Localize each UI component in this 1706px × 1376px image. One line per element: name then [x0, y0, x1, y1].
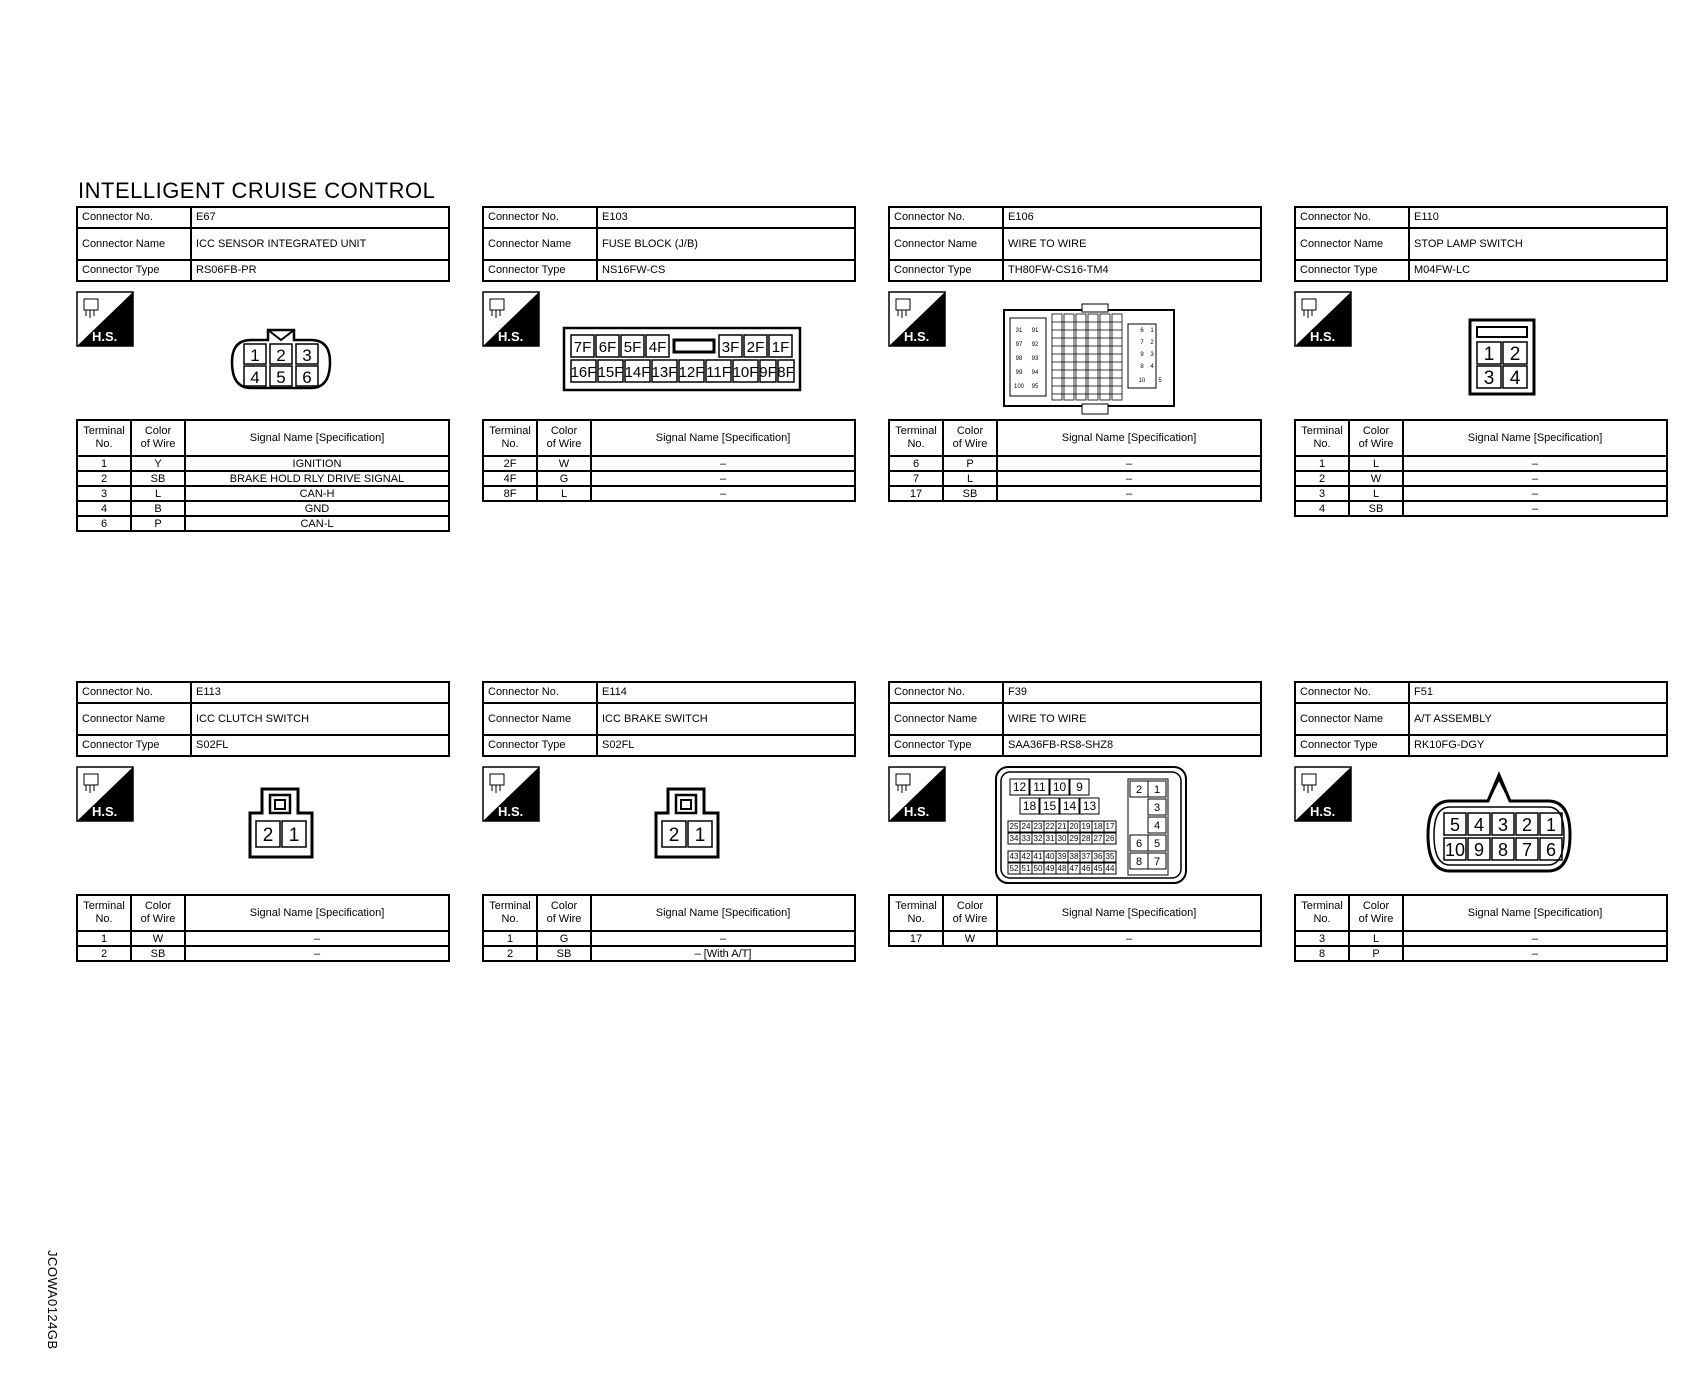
- connector-diagram: [888, 282, 1262, 419]
- pin-label: 2F: [746, 339, 765, 356]
- pin-label: 92: [1031, 342, 1039, 348]
- pin-label: 4: [1509, 368, 1521, 389]
- connector-header: [76, 681, 450, 757]
- connector-name-value: ICC SENSOR INTEGRATED UNIT: [191, 228, 449, 260]
- table-row: 3 L CAN-H: [77, 486, 449, 501]
- connector-no-label: Connector No.: [483, 682, 597, 703]
- pin-label: 38: [1069, 852, 1079, 861]
- pin-label: 8: [1497, 840, 1509, 860]
- connector-header: [482, 681, 856, 757]
- pin-label: 2: [1150, 340, 1154, 346]
- pin-label: 15: [1042, 799, 1057, 813]
- hs-label: H.S.: [498, 329, 524, 344]
- table-row: 6 P CAN-L: [77, 516, 449, 531]
- terminal-header: Terminal No.: [77, 895, 131, 931]
- hs-label: H.S.: [498, 804, 524, 819]
- signal-header: Signal Name [Specification]: [997, 895, 1261, 931]
- connector-type-label: Connector Type: [483, 260, 597, 281]
- hs-label: H.S.: [904, 329, 930, 344]
- pin-label: 4: [1153, 820, 1161, 832]
- color-header: Color of Wire: [131, 420, 185, 456]
- terminal-header: Terminal No.: [483, 895, 537, 931]
- pin-label: 16F: [570, 364, 597, 381]
- connector-name-value: STOP LAMP SWITCH: [1409, 228, 1667, 260]
- terminal-header: Terminal No.: [483, 420, 537, 456]
- connector-diagram: [482, 757, 856, 894]
- connector-diagram: [1294, 282, 1668, 419]
- pin-label: 9: [1076, 780, 1083, 794]
- pin-label: 6: [302, 368, 312, 387]
- pin-label: 1: [694, 825, 706, 846]
- pin-label: 3: [1150, 352, 1154, 358]
- pin-label: 3F: [721, 339, 740, 356]
- pin-label: 5: [1158, 378, 1162, 384]
- terminal-table: [482, 894, 856, 962]
- pin-label: 34: [1009, 834, 1019, 843]
- pin-label: 2: [262, 825, 274, 846]
- pin-label: 27: [1093, 834, 1103, 843]
- color-header: Color of Wire: [537, 895, 591, 931]
- pin-label: 10: [1444, 840, 1466, 860]
- connector-name-value: A/T ASSEMBLY: [1409, 703, 1667, 735]
- hs-label: H.S.: [92, 329, 118, 344]
- hs-label: H.S.: [92, 804, 118, 819]
- pin-label: 36: [1093, 852, 1103, 861]
- table-row: 8F L –: [483, 486, 855, 501]
- connector-type-value: SAA36FB-RS8-SHZ8: [1003, 735, 1261, 756]
- pin-label: 5F: [623, 339, 642, 356]
- pin-label: 50: [1033, 864, 1043, 873]
- connector-block-e110: [1294, 206, 1668, 517]
- connector-name-value: WIRE TO WIRE: [1003, 703, 1261, 735]
- connector-no-value: E103: [597, 207, 855, 228]
- pin-label: 6: [1140, 328, 1144, 334]
- pin-label: 8: [1135, 856, 1143, 868]
- signal-header: Signal Name [Specification]: [591, 420, 855, 456]
- connector-type-value: TH80FW-CS16-TM4: [1003, 260, 1261, 281]
- pin-label: 95: [1031, 384, 1039, 390]
- pin-label: 97: [1015, 342, 1023, 348]
- table-row: 2 W –: [1295, 471, 1667, 486]
- table-row: 1 Y IGNITION: [77, 456, 449, 471]
- connector-name-value: ICC BRAKE SWITCH: [597, 703, 855, 735]
- pin-label: 4F: [648, 339, 667, 356]
- pin-label: 10: [1052, 780, 1067, 794]
- harness-side-icon: [76, 291, 134, 347]
- connector-header: [888, 206, 1262, 282]
- table-row: 1 W –: [77, 931, 449, 946]
- pin-label: 49: [1045, 864, 1055, 873]
- pin-label: 10: [1138, 378, 1146, 384]
- pin-label: 1: [1545, 815, 1557, 835]
- hs-label: H.S.: [1310, 804, 1336, 819]
- pin-label: 44: [1105, 864, 1115, 873]
- pin-label: 3: [302, 346, 312, 365]
- connector-name-label: Connector Name: [483, 228, 597, 260]
- connector-type-label: Connector Type: [77, 260, 191, 281]
- pin-label: 40: [1045, 852, 1055, 861]
- pin-label: 19: [1081, 822, 1091, 831]
- pin-label: 17: [1105, 822, 1115, 831]
- connector-no-value: F39: [1003, 682, 1261, 703]
- pin-label: 33: [1021, 834, 1031, 843]
- pin-label: 1F: [771, 339, 790, 356]
- pin-label: 15F: [597, 364, 624, 381]
- pin-label: 29: [1069, 834, 1079, 843]
- pin-label: 5: [1449, 815, 1461, 835]
- connector-block-e106: [888, 206, 1262, 502]
- connector-diagram: [76, 757, 450, 894]
- terminal-table: [482, 419, 856, 502]
- pin-label: 10F: [732, 364, 759, 381]
- terminal-table: [888, 894, 1262, 947]
- pin-label: 4: [1473, 815, 1485, 835]
- connector-no-label: Connector No.: [1295, 207, 1409, 228]
- terminal-table: [76, 894, 450, 962]
- pin-label: 13: [1082, 799, 1097, 813]
- pin-label: 99: [1015, 370, 1023, 376]
- terminal-header: Terminal No.: [1295, 895, 1349, 931]
- table-row: 2 SB BRAKE HOLD RLY DRIVE SIGNAL: [77, 471, 449, 486]
- terminal-header: Terminal No.: [77, 420, 131, 456]
- pin-label: 91: [1031, 328, 1039, 334]
- table-row: 1 G –: [483, 931, 855, 946]
- pin-label: 14F: [624, 364, 651, 381]
- connector-name-label: Connector Name: [889, 703, 1003, 735]
- pin-label: 94: [1031, 370, 1039, 376]
- connector-block-e114: [482, 681, 856, 962]
- connector-e67-face: [226, 322, 336, 398]
- connector-name-label: Connector Name: [889, 228, 1003, 260]
- pin-label: 9: [1140, 352, 1144, 358]
- pin-label: 32: [1033, 834, 1043, 843]
- connector-name-label: Connector Name: [1295, 703, 1409, 735]
- pin-label: 3: [1153, 802, 1161, 814]
- table-row: 4 SB –: [1295, 501, 1667, 516]
- pin-label: 6: [1545, 840, 1557, 860]
- connector-no-value: E114: [597, 682, 855, 703]
- harness-side-icon: [1294, 291, 1352, 347]
- connector-e103-face: [562, 326, 802, 392]
- pin-label: 37: [1081, 852, 1091, 861]
- pin-label: 52: [1009, 864, 1019, 873]
- pin-label: 7: [1521, 840, 1533, 860]
- table-row: 17 W –: [889, 931, 1261, 946]
- pin-label: 7: [1140, 340, 1144, 346]
- color-header: Color of Wire: [943, 420, 997, 456]
- connector-e110-face: [1468, 318, 1536, 396]
- table-row: 2F W –: [483, 456, 855, 471]
- connector-block-f39: [888, 681, 1262, 947]
- pin-label: 4: [250, 368, 260, 387]
- pin-label: 39: [1057, 852, 1067, 861]
- connector-header: [1294, 206, 1668, 282]
- signal-header: Signal Name [Specification]: [591, 895, 855, 931]
- connector-f39-face: [994, 765, 1190, 887]
- pin-label: 26: [1105, 834, 1115, 843]
- connector-no-label: Connector No.: [77, 207, 191, 228]
- connector-type-label: Connector Type: [77, 735, 191, 756]
- connector-header: [76, 206, 450, 282]
- pin-label: 1: [250, 346, 260, 365]
- harness-side-icon: [1294, 766, 1352, 822]
- connector-type-value: RS06FB-PR: [191, 260, 449, 281]
- pin-label: 9: [1473, 840, 1485, 860]
- connector-diagram: [888, 757, 1262, 894]
- pin-label: 25: [1009, 822, 1019, 831]
- connector-f51-face: [1424, 771, 1574, 875]
- pin-label: 2: [276, 346, 286, 365]
- terminal-table: [1294, 419, 1668, 517]
- table-row: 1 L –: [1295, 456, 1667, 471]
- pin-label: 11F: [706, 364, 731, 381]
- table-row: 2 SB –: [77, 946, 449, 961]
- pin-label: 13F: [651, 364, 678, 381]
- connector-name-value: ICC CLUTCH SWITCH: [191, 703, 449, 735]
- connector-name-value: WIRE TO WIRE: [1003, 228, 1261, 260]
- color-header: Color of Wire: [537, 420, 591, 456]
- pin-label: 48: [1057, 864, 1067, 873]
- pin-label: 6: [1135, 838, 1143, 850]
- connector-type-value: S02FL: [597, 735, 855, 756]
- connector-no-label: Connector No.: [77, 682, 191, 703]
- connector-block-e113: [76, 681, 450, 962]
- connector-diagram: [1294, 757, 1668, 894]
- pin-label: 3: [1483, 368, 1495, 389]
- signal-header: Signal Name [Specification]: [1403, 895, 1667, 931]
- pin-label: 6F: [598, 339, 617, 356]
- connector-type-value: S02FL: [191, 735, 449, 756]
- pin-label: 12F: [678, 364, 705, 381]
- harness-side-icon: [888, 291, 946, 347]
- pin-label: 1: [1153, 784, 1161, 796]
- harness-side-icon: [482, 766, 540, 822]
- terminal-table: [76, 419, 450, 532]
- pin-label: 23: [1033, 822, 1043, 831]
- pin-label: 2: [1509, 344, 1521, 365]
- signal-header: Signal Name [Specification]: [185, 895, 449, 931]
- connector-no-label: Connector No.: [889, 682, 1003, 703]
- pin-label: 31: [1045, 834, 1055, 843]
- connector-e106-face: [1002, 302, 1178, 416]
- color-header: Color of Wire: [943, 895, 997, 931]
- pin-label: 35: [1105, 852, 1115, 861]
- connector-type-label: Connector Type: [1295, 260, 1409, 281]
- pin-label: 11: [1033, 780, 1046, 794]
- pin-label: 18: [1093, 822, 1103, 831]
- harness-side-icon: [888, 766, 946, 822]
- pin-label: 9F: [759, 364, 777, 381]
- pin-label: 7: [1153, 856, 1161, 868]
- connector-no-label: Connector No.: [889, 207, 1003, 228]
- color-header: Color of Wire: [1349, 895, 1403, 931]
- table-row: 7 L –: [889, 471, 1261, 486]
- color-header: Color of Wire: [131, 895, 185, 931]
- connector-no-value: E113: [191, 682, 449, 703]
- pin-label: 45: [1093, 864, 1103, 873]
- connector-name-label: Connector Name: [77, 228, 191, 260]
- pin-label: 100: [1013, 384, 1025, 390]
- connector-type-label: Connector Type: [1295, 735, 1409, 756]
- terminal-header: Terminal No.: [1295, 420, 1349, 456]
- table-row: 3 L –: [1295, 931, 1667, 946]
- connector-no-label: Connector No.: [1295, 682, 1409, 703]
- pin-label: 1: [288, 825, 300, 846]
- connector-name-label: Connector Name: [483, 703, 597, 735]
- terminal-header: Terminal No.: [889, 420, 943, 456]
- connector-no-value: E110: [1409, 207, 1667, 228]
- pin-label: 18: [1022, 799, 1037, 813]
- harness-side-icon: [76, 766, 134, 822]
- table-row: 17 SB –: [889, 486, 1261, 501]
- table-row: 6 P –: [889, 456, 1261, 471]
- terminal-table: [1294, 894, 1668, 962]
- connector-type-label: Connector Type: [889, 735, 1003, 756]
- pin-label: 5: [1153, 838, 1161, 850]
- connector-type-label: Connector Type: [483, 735, 597, 756]
- pin-label: 7F: [573, 339, 592, 356]
- color-header: Color of Wire: [1349, 420, 1403, 456]
- pin-label: 1: [1150, 328, 1154, 334]
- connector-block-e103: [482, 206, 856, 502]
- signal-header: Signal Name [Specification]: [997, 420, 1261, 456]
- pin-label: 47: [1069, 864, 1079, 873]
- pin-label: 20: [1069, 822, 1079, 831]
- connector-type-value: M04FW-LC: [1409, 260, 1667, 281]
- table-row: 4F G –: [483, 471, 855, 486]
- pin-label: 43: [1009, 852, 1019, 861]
- connector-diagram: [482, 282, 856, 419]
- table-row: 2 SB – [With A/T]: [483, 946, 855, 961]
- terminal-table: [888, 419, 1262, 502]
- pin-label: 5: [276, 368, 286, 387]
- pin-label: 12: [1012, 780, 1027, 794]
- pin-label: 2: [668, 825, 680, 846]
- connector-type-value: RK10FG-DGY: [1409, 735, 1667, 756]
- signal-header: Signal Name [Specification]: [1403, 420, 1667, 456]
- pin-label: 31: [1015, 328, 1023, 334]
- pin-label: 4: [1150, 364, 1154, 370]
- pin-label: 46: [1081, 864, 1091, 873]
- table-row: 3 L –: [1295, 486, 1667, 501]
- connector-no-label: Connector No.: [483, 207, 597, 228]
- table-row: 8 P –: [1295, 946, 1667, 961]
- pin-label: 28: [1081, 834, 1091, 843]
- pin-label: 21: [1057, 822, 1067, 831]
- connector-header: [1294, 681, 1668, 757]
- pin-label: 98: [1015, 356, 1023, 362]
- connector-e113-face: [246, 787, 316, 859]
- connector-header: [482, 206, 856, 282]
- connector-name-label: Connector Name: [77, 703, 191, 735]
- pin-label: 24: [1021, 822, 1031, 831]
- connector-type-label: Connector Type: [889, 260, 1003, 281]
- pin-label: 30: [1057, 834, 1067, 843]
- connector-no-value: F51: [1409, 682, 1667, 703]
- pin-label: 1: [1483, 344, 1495, 365]
- pin-label: 14: [1062, 799, 1077, 813]
- connector-header: [888, 681, 1262, 757]
- connector-type-value: NS16FW-CS: [597, 260, 855, 281]
- pin-label: 51: [1021, 864, 1031, 873]
- connector-no-value: E67: [191, 207, 449, 228]
- pin-label: 93: [1031, 356, 1039, 362]
- connector-diagram: [76, 282, 450, 419]
- connector-e114-face: [652, 787, 722, 859]
- terminal-header: Terminal No.: [889, 895, 943, 931]
- connector-name-label: Connector Name: [1295, 228, 1409, 260]
- connector-no-value: E106: [1003, 207, 1261, 228]
- connector-block-e67: [76, 206, 450, 532]
- pin-label: 22: [1045, 822, 1055, 831]
- signal-header: Signal Name [Specification]: [185, 420, 449, 456]
- pin-label: 8: [1140, 364, 1144, 370]
- page-title: INTELLIGENT CRUISE CONTROL: [78, 178, 436, 203]
- pin-label: 2: [1135, 784, 1143, 796]
- pin-label: 42: [1021, 852, 1031, 861]
- connector-name-value: FUSE BLOCK (J/B): [597, 228, 855, 260]
- pin-label: 2: [1521, 815, 1533, 835]
- pin-label: 3: [1497, 815, 1509, 835]
- hs-label: H.S.: [904, 804, 930, 819]
- table-row: 4 B GND: [77, 501, 449, 516]
- pin-label: 41: [1033, 852, 1043, 861]
- document-code: JCOWA0124GB: [45, 1250, 60, 1350]
- hs-label: H.S.: [1310, 329, 1336, 344]
- connector-block-f51: [1294, 681, 1668, 962]
- harness-side-icon: [482, 291, 540, 347]
- pin-label: 8F: [777, 364, 795, 381]
